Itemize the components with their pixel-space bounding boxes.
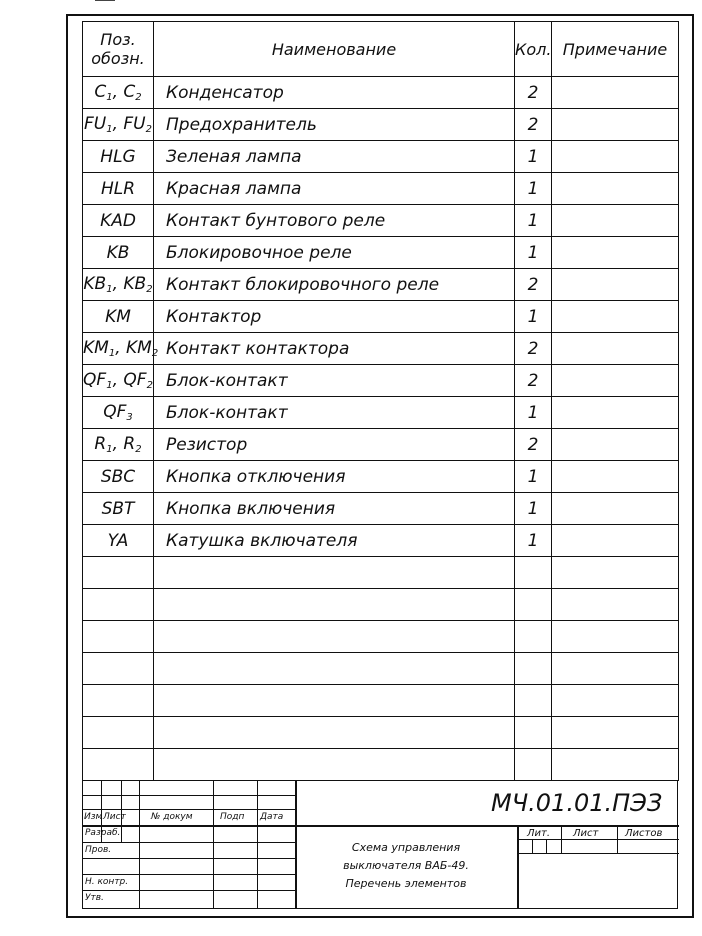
empty-row <box>83 557 679 589</box>
label-lit: Лит. <box>527 828 551 839</box>
table-row <box>83 77 679 109</box>
note-cell <box>552 365 679 397</box>
designation-cell: HLG <box>83 141 154 173</box>
qty-cell: 1 <box>515 141 552 173</box>
designation-cell: $QF_3$ <box>83 397 154 429</box>
designation-cell: $QF_1$, $QF_2$ <box>83 365 154 397</box>
table-row <box>83 461 679 493</box>
qty-cell: 1 <box>515 301 552 333</box>
name-cell: Предохранитель <box>154 109 515 141</box>
name-cell: Контактор <box>154 301 515 333</box>
table-row <box>83 333 679 365</box>
document-description: Схема управления выключателя ВАБ-49. Перечень элементов <box>343 841 469 890</box>
designation-cell: YA <box>83 525 154 557</box>
designation-cell: HLR <box>83 173 154 205</box>
name-cell: Блок-контакт <box>154 365 515 397</box>
note-cell <box>552 237 679 269</box>
name-cell: Кнопка включения <box>154 493 515 525</box>
table-row <box>83 301 679 333</box>
label-sheets: Листов <box>625 828 663 839</box>
title-block <box>82 780 678 909</box>
label-sheet: Лист <box>573 828 599 839</box>
table-row <box>83 397 679 429</box>
qty-cell: 1 <box>515 173 552 205</box>
note-cell <box>552 173 679 205</box>
label-prov: Пров. <box>85 845 112 855</box>
designation-cell: $KM_1$, $KM_2$ <box>83 333 154 365</box>
name-cell: Резистор <box>154 429 515 461</box>
qty-cell: 1 <box>515 397 552 429</box>
name-cell: Блокировочное реле <box>154 237 515 269</box>
label-izm: Изм <box>84 812 103 822</box>
note-cell <box>552 301 679 333</box>
label-n-kontr: Н. контр. <box>85 877 129 887</box>
qty-cell: 2 <box>515 333 552 365</box>
note-cell <box>552 493 679 525</box>
note-cell <box>552 269 679 301</box>
designation-cell: KM <box>83 301 154 333</box>
designation-cell: SBT <box>83 493 154 525</box>
name-cell: Контакт бунтового реле <box>154 205 515 237</box>
table-row <box>83 205 679 237</box>
label-date: Дата <box>260 812 284 822</box>
table-row <box>83 109 679 141</box>
note-cell <box>552 397 679 429</box>
empty-row <box>83 749 679 781</box>
header-name: Наименование <box>154 22 515 77</box>
table-row <box>83 173 679 205</box>
label-utv: Утв. <box>85 893 104 903</box>
empty-row <box>83 589 679 621</box>
note-cell <box>552 77 679 109</box>
qty-cell: 1 <box>515 525 552 557</box>
designation-cell: $FU_1$, $FU_2$ <box>83 109 154 141</box>
note-cell <box>552 525 679 557</box>
designation-cell: KB <box>83 237 154 269</box>
note-cell <box>552 109 679 141</box>
empty-row <box>83 653 679 685</box>
qty-cell: 1 <box>515 461 552 493</box>
table-row <box>83 269 679 301</box>
name-cell: Кнопка отключения <box>154 461 515 493</box>
qty-cell: 2 <box>515 365 552 397</box>
name-cell: Красная лампа <box>154 173 515 205</box>
designation-cell: SBC <box>83 461 154 493</box>
name-cell: Катушка включателя <box>154 525 515 557</box>
label-sign: Подп <box>220 812 245 822</box>
name-cell: Контакт контактора <box>154 333 515 365</box>
qty-cell: 2 <box>515 269 552 301</box>
frame-tick <box>95 0 115 1</box>
table-header-row <box>83 22 679 77</box>
empty-row <box>83 685 679 717</box>
table-row <box>83 429 679 461</box>
note-cell <box>552 461 679 493</box>
name-cell: Блок-контакт <box>154 397 515 429</box>
label-razrab: Разраб. <box>85 828 121 838</box>
note-cell <box>552 141 679 173</box>
table-row <box>83 493 679 525</box>
table-row <box>83 365 679 397</box>
qty-cell: 2 <box>515 429 552 461</box>
label-list: Лист <box>103 812 126 822</box>
qty-cell: 1 <box>515 493 552 525</box>
note-cell <box>552 205 679 237</box>
qty-cell: 2 <box>515 77 552 109</box>
name-cell: Конденсатор <box>154 77 515 109</box>
designation-cell: $KB_1$, $KB_2$ <box>83 269 154 301</box>
header-designation: Поз. обозн. <box>83 22 154 77</box>
header-qty: Кол. <box>515 22 552 77</box>
note-cell <box>552 429 679 461</box>
document-code: МЧ.01.01.ПЭЗ <box>491 789 663 817</box>
name-cell: Контакт блокировочного реле <box>154 269 515 301</box>
note-cell <box>552 333 679 365</box>
designation-cell: KAD <box>83 205 154 237</box>
table-row <box>83 237 679 269</box>
label-doc-no: № докум <box>151 812 193 822</box>
qty-cell: 1 <box>515 237 552 269</box>
qty-cell: 2 <box>515 109 552 141</box>
designation-cell: $C_1$, $C_2$ <box>83 77 154 109</box>
header-note: Примечание <box>552 22 679 77</box>
name-cell: Зеленая лампа <box>154 141 515 173</box>
element-list-table <box>82 21 679 781</box>
table-row <box>83 525 679 557</box>
designation-cell: $R_1$, $R_2$ <box>83 429 154 461</box>
table-row <box>83 141 679 173</box>
qty-cell: 1 <box>515 205 552 237</box>
empty-row <box>83 717 679 749</box>
empty-row <box>83 621 679 653</box>
